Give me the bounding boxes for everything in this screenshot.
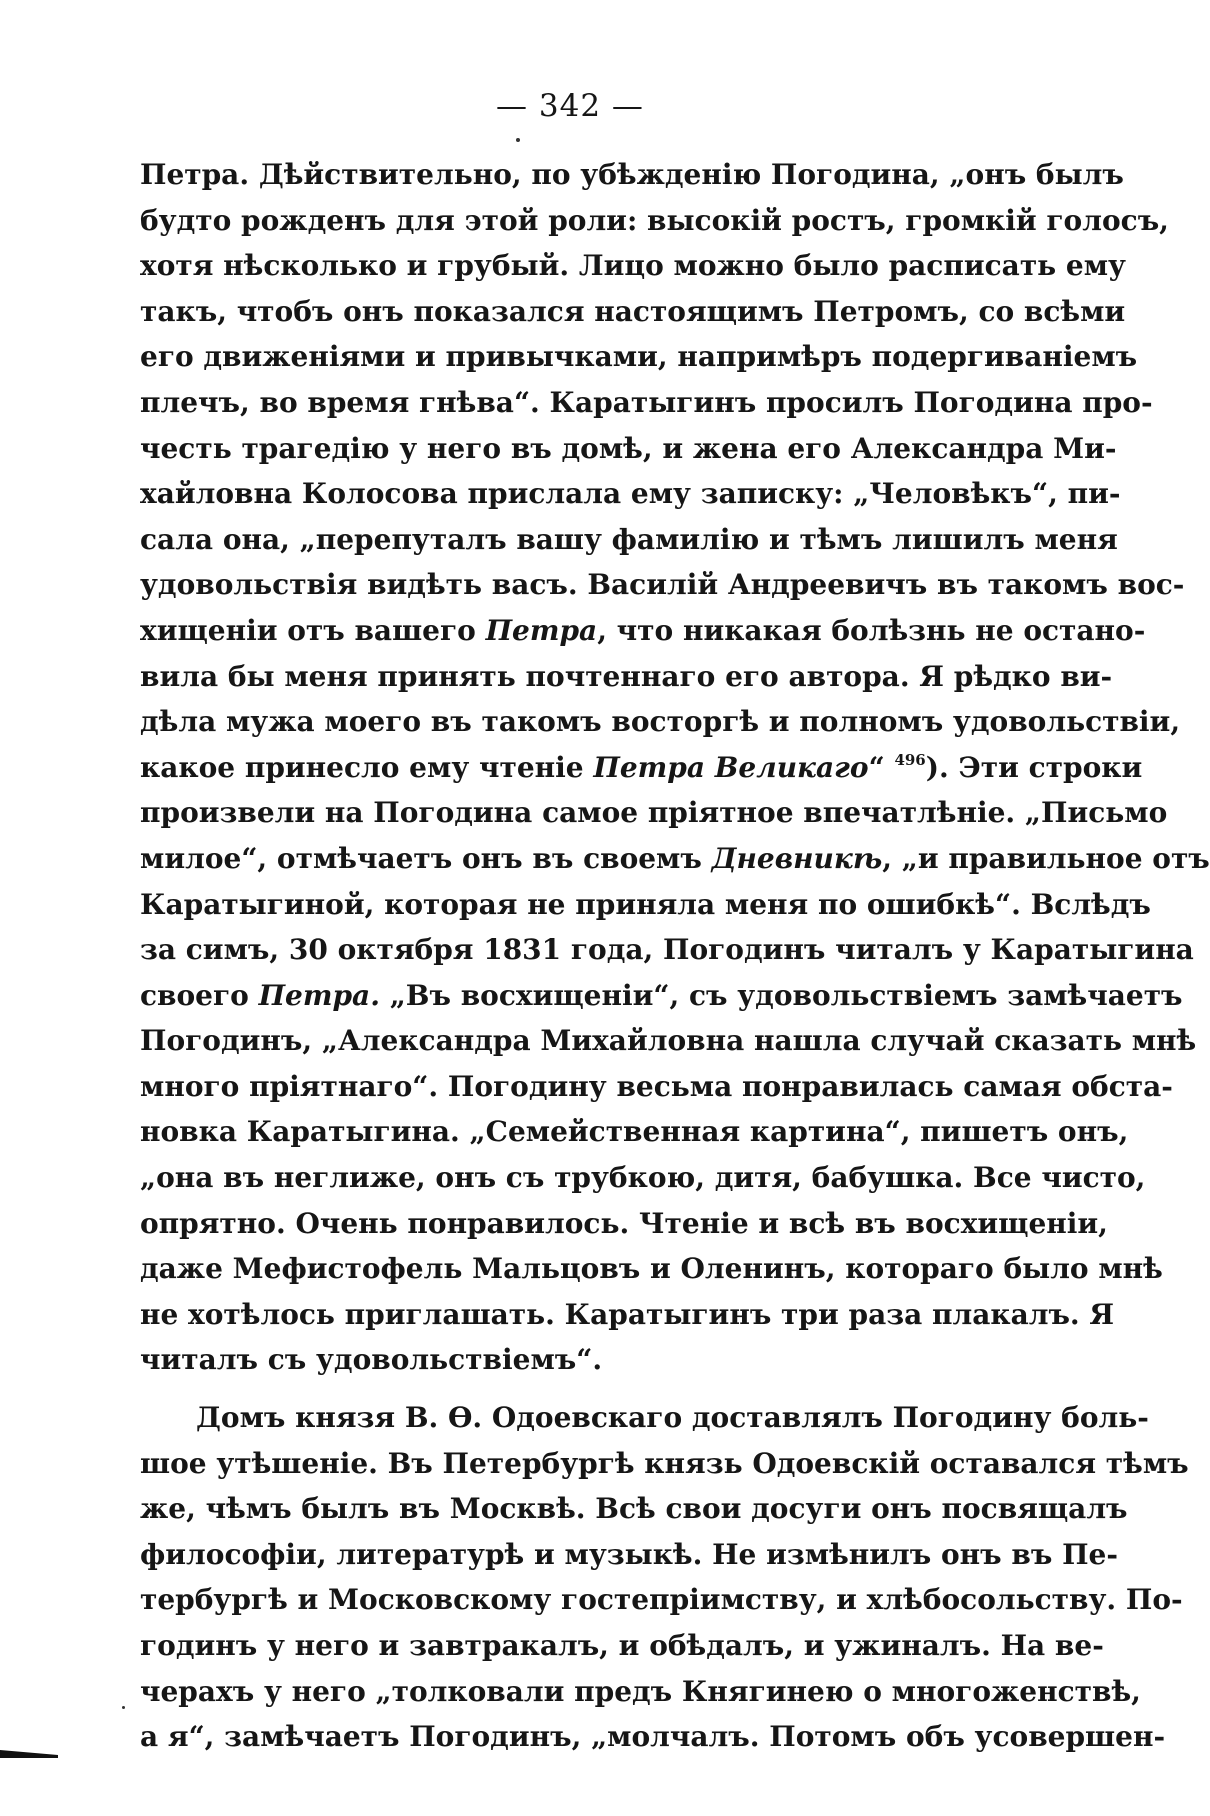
- text-line: опрятно. Очень понравилось. Чтеніе и всѣ въ восхищеніи,: [140, 1206, 1108, 1240]
- text-line: новка Каратыгина. „Семейственная картина“, пишетъ онъ,: [140, 1115, 1129, 1149]
- print-speck: [516, 138, 520, 142]
- text-line: тербургѣ и Московскому гостепріимству, и хлѣбосольству. По-: [140, 1583, 1183, 1617]
- text-line: плечъ, во время гнѣва“. Каратыгинъ просилъ Погодина про-: [140, 385, 1153, 419]
- text-line: такъ, чтобъ онъ показался настоящимъ Петромъ, со всѣми: [140, 294, 1126, 328]
- text-run: своего: [140, 978, 259, 1012]
- text-line: же, чѣмъ былъ въ Москвѣ. Всѣ свои досуги онъ посвящалъ: [140, 1492, 1128, 1526]
- print-speck: [122, 1706, 125, 1709]
- text-run: хищеніи отъ вашего: [140, 613, 486, 647]
- text-line: даже Мефистофель Мальцовъ и Оленинъ, котораго было мнѣ: [140, 1252, 1163, 1286]
- italic-title: Петра.: [258, 978, 380, 1012]
- margin-mark: [0, 1748, 58, 1758]
- text-line: а я“, замѣчаетъ Погодинъ, „молчалъ. Потомъ объ усовершен-: [140, 1720, 1166, 1754]
- text-line: будто рожденъ для этой роли: высокій ростъ, громкій голосъ,: [140, 203, 1169, 237]
- text-line: черахъ у него „толковали предъ Княгинею о многоженствѣ,: [140, 1674, 1141, 1708]
- paragraph-gap: [140, 1383, 990, 1395]
- text-run: какое принесло ему чтеніе: [140, 750, 594, 784]
- italic-title: Петра: [485, 613, 598, 647]
- text-line: Погодинъ, „Александра Михайловна нашла случай сказать мнѣ: [140, 1024, 1197, 1058]
- text-line: честь трагедію у него въ домѣ, и жена его Александра Ми-: [140, 431, 1117, 465]
- text-run: „Въ восхищеніи“, съ удовольствіемъ замѣчаетъ: [379, 978, 1183, 1012]
- text-line: не хотѣлось приглашать. Каратыгинъ три раза плакалъ. Я: [140, 1297, 1115, 1331]
- text-line: удовольствія видѣть васъ. Василій Андреевичъ въ такомъ вос-: [140, 568, 1185, 602]
- text-line: Каратыгиной, которая не приняла меня по ошибкѣ“. Вслѣдъ: [140, 887, 1151, 921]
- text-line: [140, 745, 1143, 791]
- text-run: , что никакая болѣзнь не остано-: [597, 613, 1146, 647]
- page-number: — 342 —: [496, 88, 644, 124]
- text-run: милое“, отмѣчаетъ онъ въ своемъ: [140, 841, 712, 875]
- paragraph-2: [140, 1395, 1189, 1760]
- text-line: много пріятнаго“. Погодину весьма понравилась самая обста-: [140, 1069, 1173, 1103]
- text-line: его движеніями и привычками, напримѣръ подергиваніемъ: [140, 340, 1138, 374]
- text-line: Петра. Дѣйствительно, по убѣжденію Погодина, „онъ былъ: [140, 158, 1124, 191]
- text-run: , „и правильное отъ: [882, 841, 1210, 875]
- text-line: [140, 836, 1210, 882]
- text-line: читалъ съ удовольствіемъ“.: [140, 1343, 603, 1377]
- text-block: [140, 152, 1210, 1760]
- text-line: дѣла мужа моего въ такомъ восторгѣ и полномъ удовольствіи,: [140, 705, 1181, 739]
- footnote-reference: 496: [894, 750, 926, 769]
- text-line: хайловна Колосова прислала ему записку: „Человѣкъ“, пи-: [140, 477, 1121, 511]
- italic-title: Петра Великаго: [593, 750, 869, 784]
- text-line: [140, 608, 1146, 654]
- text-line: за симъ, 30 октября 1831 года, Погодинъ читалъ у Каратыгина: [140, 933, 1194, 967]
- text-line: вила бы меня принять почтеннаго его автора. Я рѣдко ви-: [140, 659, 1113, 693]
- text-run: “: [868, 750, 885, 784]
- text-line: философіи, литературѣ и музыкѣ. Не измѣнилъ онъ въ Пе-: [140, 1537, 1118, 1571]
- paragraph-1: [140, 152, 1210, 1383]
- text-line: „она въ неглиже, онъ съ трубкою, дитя, бабушка. Все чисто,: [140, 1161, 1146, 1195]
- text-run: ). Эти строки: [925, 750, 1143, 784]
- text-line: [140, 973, 1183, 1019]
- text-line: хотя нѣсколько и грубый. Лицо можно было расписать ему: [140, 249, 1126, 283]
- text-line: шое утѣшеніе. Въ Петербургѣ князь Одоевскій оставался тѣмъ: [140, 1446, 1189, 1480]
- text-line: годинъ у него и завтракалъ, и обѣдалъ, и ужиналъ. На ве-: [140, 1629, 1104, 1662]
- text-line: сала она, „перепуталъ вашу фамилію и тѣмъ лишилъ меня: [140, 522, 1118, 556]
- text-line: произвели на Погодина самое пріятное впечатлѣніе. „Письмо: [140, 796, 1168, 830]
- italic-title: Дневникѣ: [711, 841, 883, 875]
- text-line: Домъ князя В. Ѳ. Одоевскаго доставлялъ Погодину боль-: [196, 1401, 1149, 1435]
